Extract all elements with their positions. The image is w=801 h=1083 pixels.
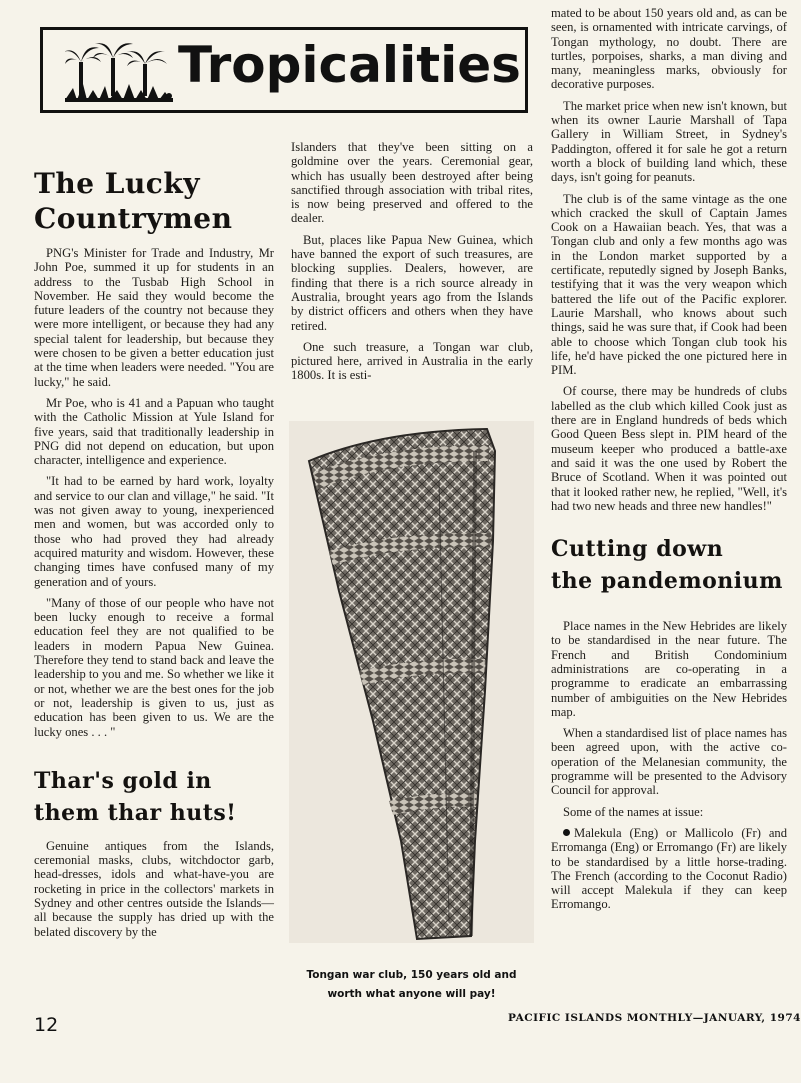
bullet-icon: [563, 829, 570, 836]
publication-footer: PACIFIC ISLANDS MONTHLY—JANUARY, 1974: [508, 1012, 801, 1024]
paragraph: mated to be about 150 years old and, as can be seen, is ornamented with intricate carvings, of Tongan mythology, no doubt. There are turtles, porpoises, sharks, a man diving and many, meaningless marks, obviously for decorative purposes.: [551, 6, 787, 92]
paragraph: PNG's Minister for Trade and Industry, Mr John Poe, summed it up for students in an address to the Tusbab High School in November. He said they would become the future leaders of the country not because they were more intelligent, or because they had any special talent for leadership, but because they were chosen to be given a better education just at the time when leaders were needed. "You are lucky," he said.: [34, 246, 274, 389]
headline-line: The Lucky: [34, 167, 201, 200]
paragraph: The club is of the same vintage as the one which cracked the skull of Captain James Cook on a Hawaiian beach. Yes, that was a Tongan club and only a few months ago was in the London market supported by a certificate, reputedly signed by Joseph Banks, testifying that it was the very weapon which battered the life out of the Pacific explorer. Laurie Marshall, who knows about such things, said he was sure that, if Cook had been able to choose which Tongan club took his life, he'd have picked the one pictured here in PIM.: [551, 191, 787, 378]
paragraph: One such treasure, a Tongan war club, pictured here, arrived in Australia in the early 1800s. It is esti-: [291, 339, 533, 383]
headline-line: Countrymen: [34, 202, 233, 235]
paragraph: Place names in the New Hebrides are likely to be standardised in the near future. The French and British Condominium administrations are co-operating in a programme to eradicate an embarrassing number of ambiguities on the New Hebrides map.: [551, 619, 787, 719]
paragraph: When a standardised list of place names has been agreed upon, with the active co-operation of the Melanesian community, the programme will be presented to the Advisory Council for approval.: [551, 726, 787, 798]
section-title: Tropicalities: [178, 36, 521, 94]
paragraph: Islanders that they've been sitting on a goldmine over the years. Ceremonial gear, which has usually been destroyed after being sanctified through association with tribal rites, is now being preserved and offered to the dealer.: [291, 140, 533, 226]
section-banner: [40, 27, 528, 113]
paragraph-bulleted: [551, 826, 787, 912]
paragraph-text: Malekula (Eng) or Mallicolo (Fr) and Erromanga (Eng) or Erromango (Fr) are likely to be standardised by a little horse-trading. The French (according to the Coconut Radio) will accept Malekula if they can keep Erromango.: [551, 825, 787, 912]
paragraph: Some of the names at issue:: [563, 804, 704, 819]
headline-line: Cutting down: [551, 536, 724, 563]
paragraph: The market price when new isn't known, but when its owner Laurie Marshall of Tapa Gallery in William Street, in Sydney's Paddington, offered it for sale he got a return worth a block of building land which, these days, isn't going for peanuts.: [551, 98, 788, 185]
war-club-photo: [289, 421, 534, 943]
photo-caption: Tongan war club, 150 years old and worth what anyone will pay!: [306, 969, 517, 1000]
headline-line: the pandemonium: [551, 568, 783, 595]
story-pandemonium-headline: [551, 533, 787, 597]
headline-line: Thar's gold in: [34, 767, 212, 794]
paragraph: Genuine antiques from the Islands, ceremonial masks, clubs, witchdoctor garb, head-dresses, idols and what-have-you are rocketing in price in the collectors' markets in Sydney and other centres outside the Islands— all because the supply has dried up with the belated discovery by the: [34, 838, 274, 939]
story-gold-headline: [34, 765, 274, 829]
headline-line: them thar huts!: [34, 799, 237, 826]
paragraph: Mr Poe, who is 41 and a Papuan who taught with the Catholic Mission at Yule Island for five years, said that traditionally leadership in PNG did not depend on education, but upon character, intelligence and experience.: [34, 395, 274, 468]
paragraph: Of course, there may be hundreds of clubs labelled as the club which killed Cook just as there are in England hundreds of beds which Good Queen Bess slept in. PIM heard of the museum keeper who produced a battle-axe and said it was the one used by Robert the Bruce of Scotland. When it was pointed out that it looked rather new, he replied, "Well, it's had two new heads and three new handles!": [551, 384, 787, 513]
palm-trees-icon: [65, 40, 175, 106]
paragraph: But, places like Papua New Guinea, which have banned the export of such treasures, are blocking supplies. Dealers, however, are finding that there is a rich source already in Australia, brought years ago from the Islands by district officers and others when they have retired.: [291, 232, 533, 333]
page-number: 12: [34, 1014, 59, 1036]
column-1: [34, 166, 274, 946]
paragraph: "It had to be earned by hard work, loyalty and service to our clan and village," he said. "It was not given away to young, inexperienced men and women, but was accorded only to those who had proved they had already acquired maturity and wisdom. However, these changing times have confused many of my generation and of yours.: [34, 474, 274, 589]
story-lucky-headline: [34, 166, 274, 236]
column-3: [551, 6, 787, 919]
column-2: [291, 140, 533, 390]
paragraph: "Many of those of our people who have not been lucky enough to receive a formal education feel they are not qualified to be leaders in modern Papua New Guinea. Therefore they tend to stand back and leave the leadership to you and me. So whether we like it or not, whether we are the best ones for the job or not, leadership is given to us, just as education has been given to us. We are the lucky ones . . . ": [34, 595, 274, 739]
